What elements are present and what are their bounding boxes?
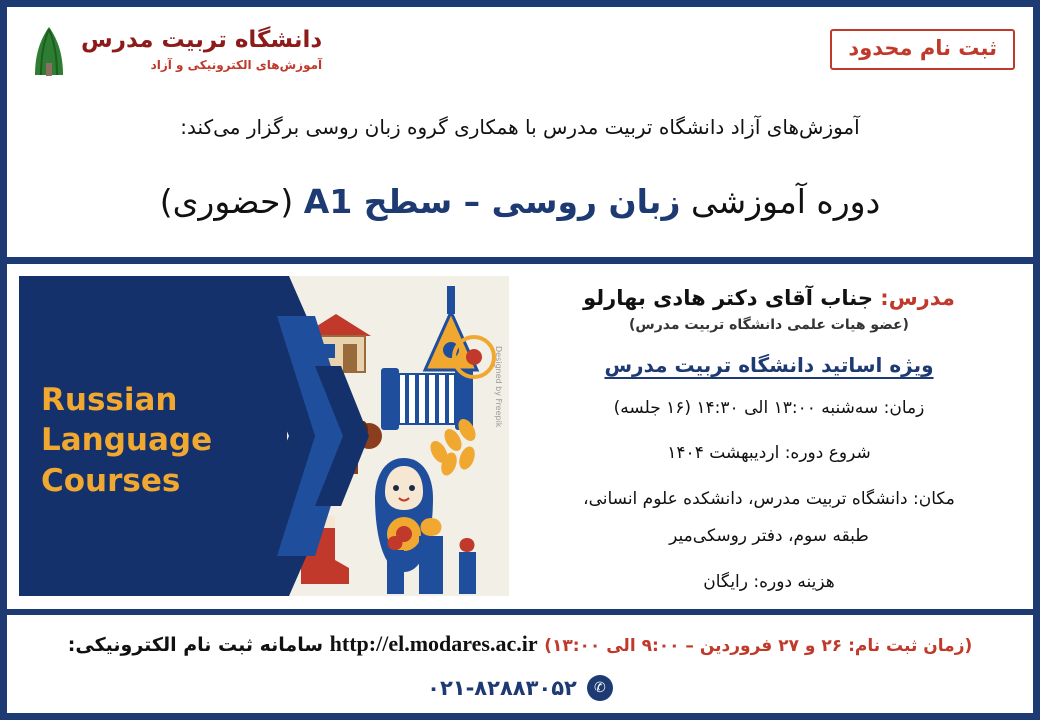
title-emphasis: زبان روسی – سطح A1 bbox=[303, 182, 681, 221]
chevron-decoration-icon bbox=[219, 276, 389, 596]
cathedral-icon bbox=[371, 512, 491, 596]
university-logo bbox=[29, 23, 322, 77]
teacher-name: جناب آقای دکتر هادی بهارلو bbox=[583, 285, 873, 310]
logo-title: دانشگاه تربیت مدرس bbox=[81, 26, 323, 53]
title-prefix: دوره آموزشی bbox=[690, 182, 881, 221]
course-info-column bbox=[519, 264, 1033, 597]
audience-note: ویژه اساتید دانشگاه تربیت مدرس bbox=[604, 352, 934, 377]
logo-text-block bbox=[81, 27, 322, 73]
phone-icon: ✆ bbox=[587, 675, 613, 701]
course-place-line2: طبقه سوم، دفتر روسکی‌میر bbox=[669, 526, 869, 547]
poster-body bbox=[7, 264, 1033, 609]
phone-number: ۰۲۱-۸۲۸۸۳۰۵۲ bbox=[427, 675, 577, 700]
logo-emblem-icon bbox=[29, 23, 71, 77]
registration-url[interactable]: http://el.modares.ac.ir bbox=[329, 630, 538, 656]
registration-line bbox=[7, 631, 1033, 657]
top-divider bbox=[7, 257, 1033, 264]
artwork-title bbox=[41, 380, 212, 503]
artwork-title-line3: Courses bbox=[41, 463, 181, 500]
wheat-icon bbox=[427, 418, 493, 480]
logo-subtitle: آموزش‌های الکترونیکی و آزاد bbox=[150, 57, 323, 72]
registration-label: سامانه ثبت نام الکترونیکی: bbox=[67, 633, 324, 656]
course-place-line1: مکان: دانشگاه تربیت مدرس، دانشکده علوم انسانی، bbox=[583, 489, 955, 510]
course-time: زمان: سه‌شنبه ۱۳:۰۰ الی ۱۴:۳۰ (۱۶ جلسه) bbox=[613, 397, 925, 418]
poster-footer bbox=[7, 615, 1033, 701]
intro-text: آموزش‌های آزاد دانشگاه تربیت مدرس با همکاری گروه زبان روسی برگزار می‌کند: bbox=[180, 115, 860, 139]
course-fee: هزینه دوره: رایگان bbox=[703, 572, 835, 593]
teacher-affiliation: (عضو هیات علمی دانشگاه تربیت مدرس) bbox=[629, 316, 909, 333]
artwork-credit: Designed by Freepik bbox=[494, 345, 503, 427]
teacher-line bbox=[529, 286, 1009, 310]
page-title bbox=[7, 177, 1033, 227]
phone-row bbox=[7, 675, 1033, 701]
teacher-label: مدرس: bbox=[880, 285, 955, 310]
course-start: شروع دوره: اردیبهشت ۱۴۰۴ bbox=[667, 443, 871, 464]
artwork-title-line2: Language bbox=[41, 422, 213, 459]
artwork-title-line1: Russian bbox=[41, 381, 178, 418]
registration-note: (زمان ثبت نام: ۲۶ و ۲۷ فروردین – ۹:۰۰ الی ۱۳:۰۰) bbox=[544, 635, 973, 656]
limited-registration-badge: ثبت نام محدود bbox=[830, 29, 1015, 70]
poster-header bbox=[7, 7, 1033, 97]
course-artwork-column bbox=[7, 264, 519, 596]
title-suffix: (حضوری) bbox=[159, 182, 294, 221]
ornament-icon bbox=[451, 334, 497, 380]
course-artwork bbox=[19, 276, 509, 596]
